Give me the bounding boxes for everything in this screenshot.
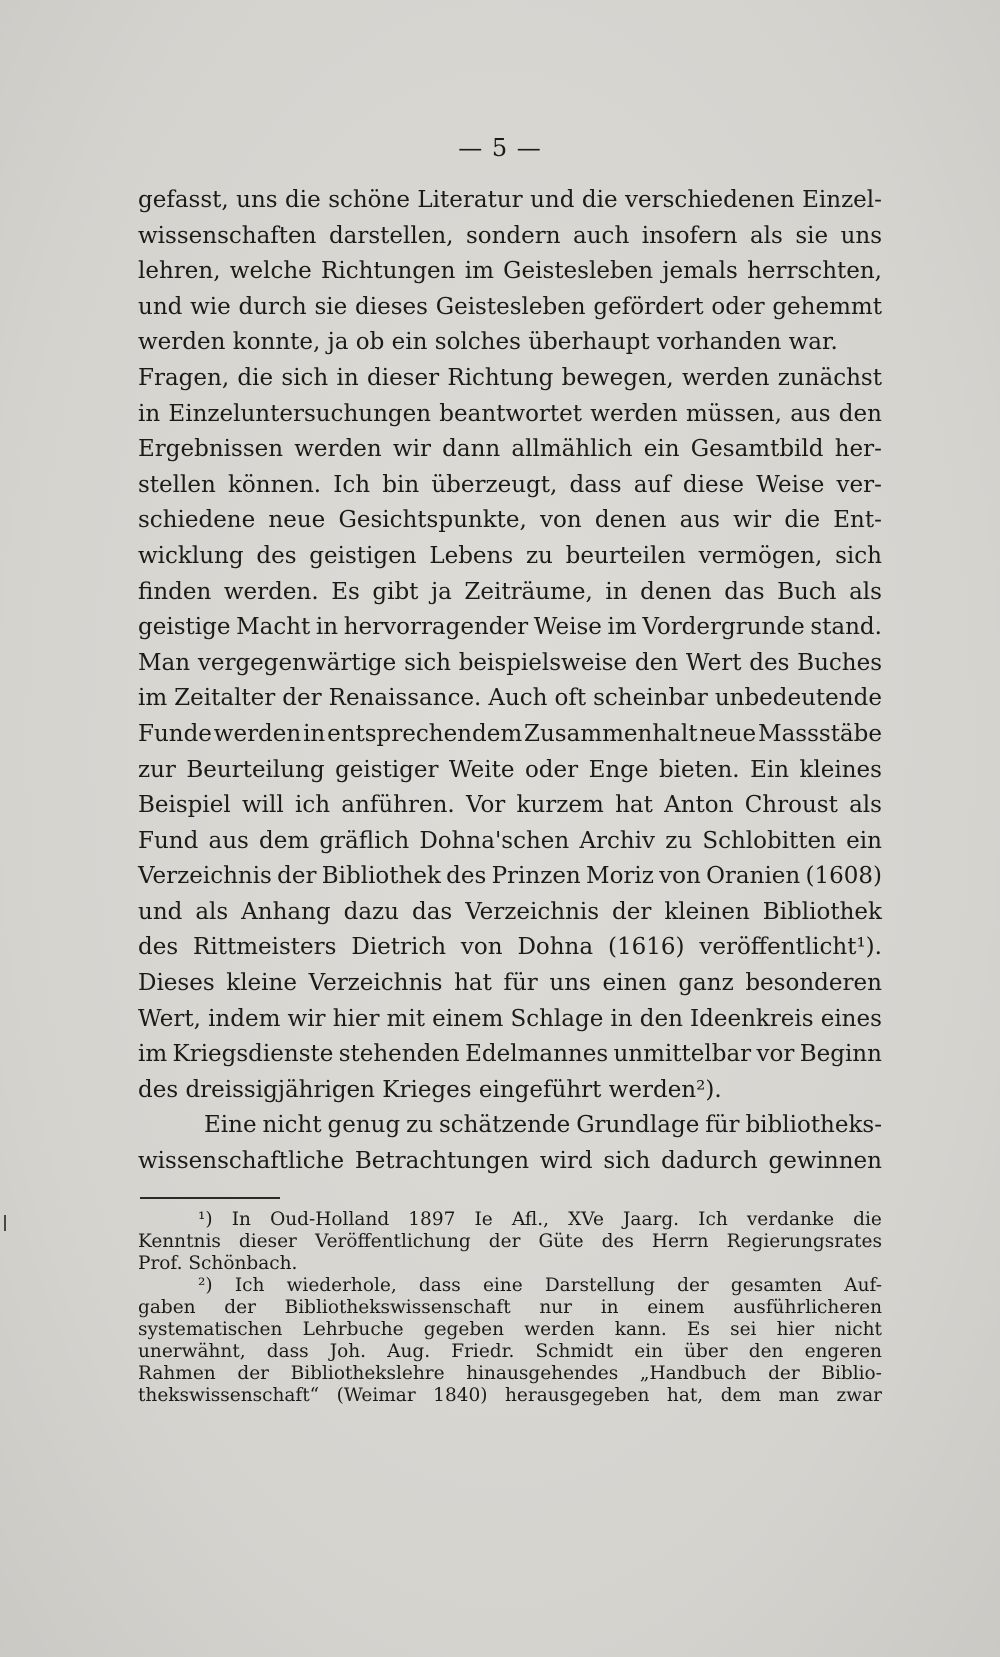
text-line: Man vergegenwärtige sich beispielsweise den Wert des Buches bbox=[138, 649, 882, 676]
footnote-line: ²) Ich wiederhole, dass eine Darstellung der gesamten Auf- bbox=[198, 1275, 882, 1296]
footnote-separator bbox=[140, 1197, 280, 1199]
text-line: werden konnte, ja ob ein solches überhaupt vorhanden war. bbox=[138, 329, 838, 356]
text-line: zur Beurteilung geistiger Weite oder Enge bieten. Ein kleines bbox=[138, 756, 882, 783]
text-line: finden werden. Es gibt ja Zeiträume, in denen das Buch als bbox=[138, 578, 882, 605]
text-line: des dreissigjährigen Krieges eingeführt werden²). bbox=[138, 1076, 722, 1103]
text-line: gefasst, uns die schöne Literatur und die verschiedenen Einzel- bbox=[138, 187, 882, 213]
footnote-line: unerwähnt, dass Joh. Aug. Friedr. Schmidt ein über den engeren bbox=[138, 1341, 882, 1362]
text-line: des Rittmeisters Dietrich von Dohna (1616) veröffentlicht¹). bbox=[138, 934, 882, 961]
footnote-line: thekswissenschaft“ (Weimar 1840) herausgegeben hat, dem man zwar bbox=[138, 1385, 882, 1406]
margin-mark bbox=[4, 1215, 6, 1231]
footnote-line: Prof. Schönbach. bbox=[138, 1253, 298, 1274]
text-line: Funde werden in entsprechendem Zusammenhalt neue Massstäbe bbox=[138, 720, 882, 747]
footnote-line: gaben der Bibliothekswissenschaft nur in einem ausführlicheren bbox=[138, 1297, 882, 1318]
text-line: im Kriegsdienste stehenden Edelmannes unmittelbar vor Beginn bbox=[138, 1041, 882, 1068]
footnote-line: systematischen Lehrbuche gegeben werden kann. Es sei hier nicht bbox=[138, 1319, 882, 1340]
body-text bbox=[138, 183, 882, 1180]
text-line: und als Anhang dazu das Verzeichnis der kleinen Bibliothek bbox=[138, 898, 882, 925]
footnote-line: Rahmen der Bibliothekslehre hinausgehendes „Handbuch der Biblio- bbox=[138, 1363, 882, 1384]
footnote-line: Kenntnis dieser Veröffentlichung der Güte des Herrn Regierungsrates bbox=[138, 1231, 882, 1252]
text-line: stellen können. Ich bin überzeugt, dass auf diese Weise ver- bbox=[138, 471, 882, 498]
text-line: wissenschaftliche Betrachtungen wird sich dadurch gewinnen bbox=[138, 1148, 882, 1175]
text-line: Verzeichnis der Bibliothek des Prinzen Moriz von Oranien (1608) bbox=[138, 863, 882, 890]
text-line: wissenschaften darstellen, sondern auch insofern als sie uns bbox=[138, 222, 882, 249]
text-line: Ergebnissen werden wir dann allmählich ein Gesamtbild her- bbox=[138, 436, 882, 463]
text-line: in Einzeluntersuchungen beantwortet werden müssen, aus den bbox=[138, 400, 882, 427]
text-line: Dieses kleine Verzeichnis hat für uns einen ganz besonderen bbox=[138, 970, 882, 997]
text-line: Fund aus dem gräflich Dohna'schen Archiv zu Schlobitten ein bbox=[138, 827, 882, 854]
text-line: geistige Macht in hervorragender Weise im Vordergrunde stand. bbox=[138, 614, 882, 641]
text-line: Wert, indem wir hier mit einem Schlage in den Ideenkreis eines bbox=[138, 1005, 882, 1032]
text-line: im Zeitalter der Renaissance. Auch oft scheinbar unbedeutende bbox=[138, 685, 882, 712]
footnotes bbox=[138, 1209, 882, 1407]
text-line: lehren, welche Richtungen im Geistesleben jemals herrschten, bbox=[138, 258, 882, 285]
page-number: — 5 — bbox=[458, 134, 542, 162]
text-line: und wie durch sie dieses Geistesleben gefördert oder gehemmt bbox=[138, 293, 882, 320]
text-line: wicklung des geistigen Lebens zu beurteilen vermögen, sich bbox=[138, 542, 882, 569]
text-line: Eine nicht genug zu schätzende Grundlage für bibliotheks- bbox=[204, 1112, 882, 1139]
text-line: schiedene neue Gesichtspunkte, von denen aus wir die Ent- bbox=[138, 507, 882, 534]
footnote-line: ¹) In Oud-Holland 1897 Ie Afl., XVe Jaarg. Ich verdanke die bbox=[198, 1209, 882, 1230]
text-line: Beispiel will ich anführen. Vor kurzem hat Anton Chroust als bbox=[138, 792, 882, 819]
text-line: Fragen, die sich in dieser Richtung bewegen, werden zunächst bbox=[138, 364, 882, 391]
